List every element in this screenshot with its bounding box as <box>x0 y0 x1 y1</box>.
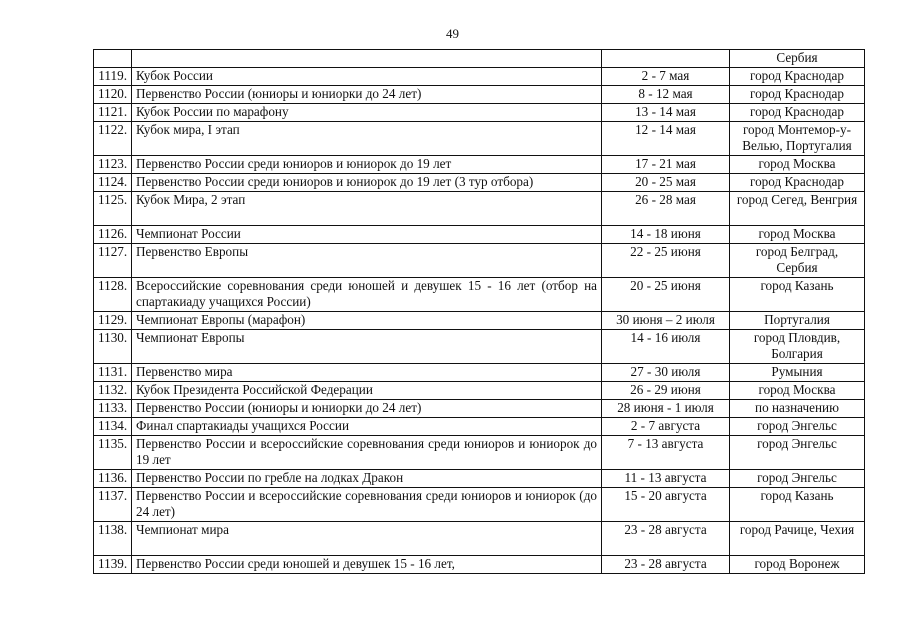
event-place: город Пловдив, Болгария <box>730 330 865 364</box>
event-place: город Краснодар <box>730 68 865 86</box>
event-dates: 2 - 7 августа <box>602 418 730 436</box>
event-dates: 13 - 14 мая <box>602 104 730 122</box>
event-place: город Белград, Сербия <box>730 244 865 278</box>
table-row <box>94 364 865 382</box>
event-name: Кубок мира, I этап <box>132 122 602 156</box>
table-row <box>94 244 865 278</box>
event-place: город Воронеж <box>730 556 865 574</box>
event-dates: 20 - 25 июня <box>602 278 730 312</box>
event-name: Кубок Мира, 2 этап <box>132 192 602 226</box>
event-dates: 14 - 18 июня <box>602 226 730 244</box>
row-number: 1138. <box>94 522 132 556</box>
table-row <box>94 278 865 312</box>
event-name: Первенство Европы <box>132 244 602 278</box>
event-name: Всероссийские соревнования среди юношей и девушек 15 - 16 лет (отбор на спартакиаду учащихся России) <box>132 278 602 312</box>
event-name: Первенство России по гребле на лодках Дракон <box>132 470 602 488</box>
table-row <box>94 174 865 192</box>
event-place: город Монтемор-у-Велью, Португалия <box>730 122 865 156</box>
event-name: Чемпионат России <box>132 226 602 244</box>
event-name: Первенство России среди юниоров и юниорок до 19 лет <box>132 156 602 174</box>
row-number: 1126. <box>94 226 132 244</box>
event-place: город Москва <box>730 382 865 400</box>
row-number: 1125. <box>94 192 132 226</box>
event-name: Первенство России (юниоры и юниорки до 24 лет) <box>132 400 602 418</box>
event-name: Чемпионат Европы <box>132 330 602 364</box>
table-row <box>94 226 865 244</box>
event-name: Чемпионат мира <box>132 522 602 556</box>
table-row <box>94 436 865 470</box>
event-name: Первенство России среди юниоров и юниорок до 19 лет (3 тур отбора) <box>132 174 602 192</box>
row-number: 1129. <box>94 312 132 330</box>
event-place: Сербия <box>730 50 865 68</box>
event-name: Чемпионат Европы (марафон) <box>132 312 602 330</box>
event-place: город Энгельс <box>730 436 865 470</box>
event-place: город Сегед, Венгрия <box>730 192 865 226</box>
event-place: город Энгельс <box>730 418 865 436</box>
row-number: 1123. <box>94 156 132 174</box>
event-place: Португалия <box>730 312 865 330</box>
row-number: 1122. <box>94 122 132 156</box>
event-dates: 11 - 13 августа <box>602 470 730 488</box>
event-dates: 22 - 25 июня <box>602 244 730 278</box>
event-dates: 20 - 25 мая <box>602 174 730 192</box>
event-dates: 30 июня – 2 июля <box>602 312 730 330</box>
event-place: город Казань <box>730 488 865 522</box>
table-row <box>94 556 865 574</box>
row-number: 1133. <box>94 400 132 418</box>
event-name: Первенство России и всероссийские соревнования среди юниоров и юниорок до 19 лет <box>132 436 602 470</box>
event-place: город Москва <box>730 156 865 174</box>
event-dates: 28 июня - 1 июля <box>602 400 730 418</box>
row-number: 1119. <box>94 68 132 86</box>
event-dates: 7 - 13 августа <box>602 436 730 470</box>
page-number: 49 <box>446 26 459 41</box>
event-place: Румыния <box>730 364 865 382</box>
table-row <box>94 470 865 488</box>
table-row <box>94 192 865 226</box>
row-number: 1136. <box>94 470 132 488</box>
table-row <box>94 312 865 330</box>
row-number: 1121. <box>94 104 132 122</box>
event-place: город Казань <box>730 278 865 312</box>
row-number: 1127. <box>94 244 132 278</box>
row-number: 1139. <box>94 556 132 574</box>
table-row <box>94 522 865 556</box>
events-table <box>93 49 865 574</box>
event-dates: 15 - 20 августа <box>602 488 730 522</box>
event-name <box>132 50 602 68</box>
table-row <box>94 488 865 522</box>
row-number: 1134. <box>94 418 132 436</box>
event-name: Кубок России по марафону <box>132 104 602 122</box>
event-place: город Краснодар <box>730 104 865 122</box>
event-name: Первенство России среди юношей и девушек 15 - 16 лет, <box>132 556 602 574</box>
row-number: 1120. <box>94 86 132 104</box>
event-dates: 26 - 28 мая <box>602 192 730 226</box>
table-row <box>94 122 865 156</box>
event-dates: 26 - 29 июня <box>602 382 730 400</box>
row-number: 1137. <box>94 488 132 522</box>
event-place: город Москва <box>730 226 865 244</box>
table-row <box>94 400 865 418</box>
event-dates: 14 - 16 июля <box>602 330 730 364</box>
table-row-header <box>94 50 865 68</box>
row-number: 1131. <box>94 364 132 382</box>
event-name: Первенство России (юниоры и юниорки до 24 лет) <box>132 86 602 104</box>
event-place: город Краснодар <box>730 174 865 192</box>
event-place: город Краснодар <box>730 86 865 104</box>
event-dates: 8 - 12 мая <box>602 86 730 104</box>
event-name: Первенство мира <box>132 364 602 382</box>
event-dates <box>602 50 730 68</box>
event-place: город Рачице, Чехия <box>730 522 865 556</box>
row-number: 1130. <box>94 330 132 364</box>
table-row <box>94 418 865 436</box>
row-number: 1132. <box>94 382 132 400</box>
row-number: 1128. <box>94 278 132 312</box>
event-dates: 23 - 28 августа <box>602 522 730 556</box>
event-name: Первенство России и всероссийские соревнования среди юниоров и юниорок (до 24 лет) <box>132 488 602 522</box>
event-place: город Энгельс <box>730 470 865 488</box>
event-name: Финал спартакиады учащихся России <box>132 418 602 436</box>
table-row <box>94 330 865 364</box>
event-name: Кубок России <box>132 68 602 86</box>
event-place: по назначению <box>730 400 865 418</box>
table-row <box>94 382 865 400</box>
row-number <box>94 50 132 68</box>
table-row <box>94 86 865 104</box>
table-row <box>94 104 865 122</box>
table-row <box>94 68 865 86</box>
event-dates: 12 - 14 мая <box>602 122 730 156</box>
event-dates: 27 - 30 июля <box>602 364 730 382</box>
event-dates: 17 - 21 мая <box>602 156 730 174</box>
row-number: 1135. <box>94 436 132 470</box>
table-row <box>94 156 865 174</box>
event-dates: 2 - 7 мая <box>602 68 730 86</box>
row-number: 1124. <box>94 174 132 192</box>
event-dates: 23 - 28 августа <box>602 556 730 574</box>
event-name: Кубок Президента Российской Федерации <box>132 382 602 400</box>
